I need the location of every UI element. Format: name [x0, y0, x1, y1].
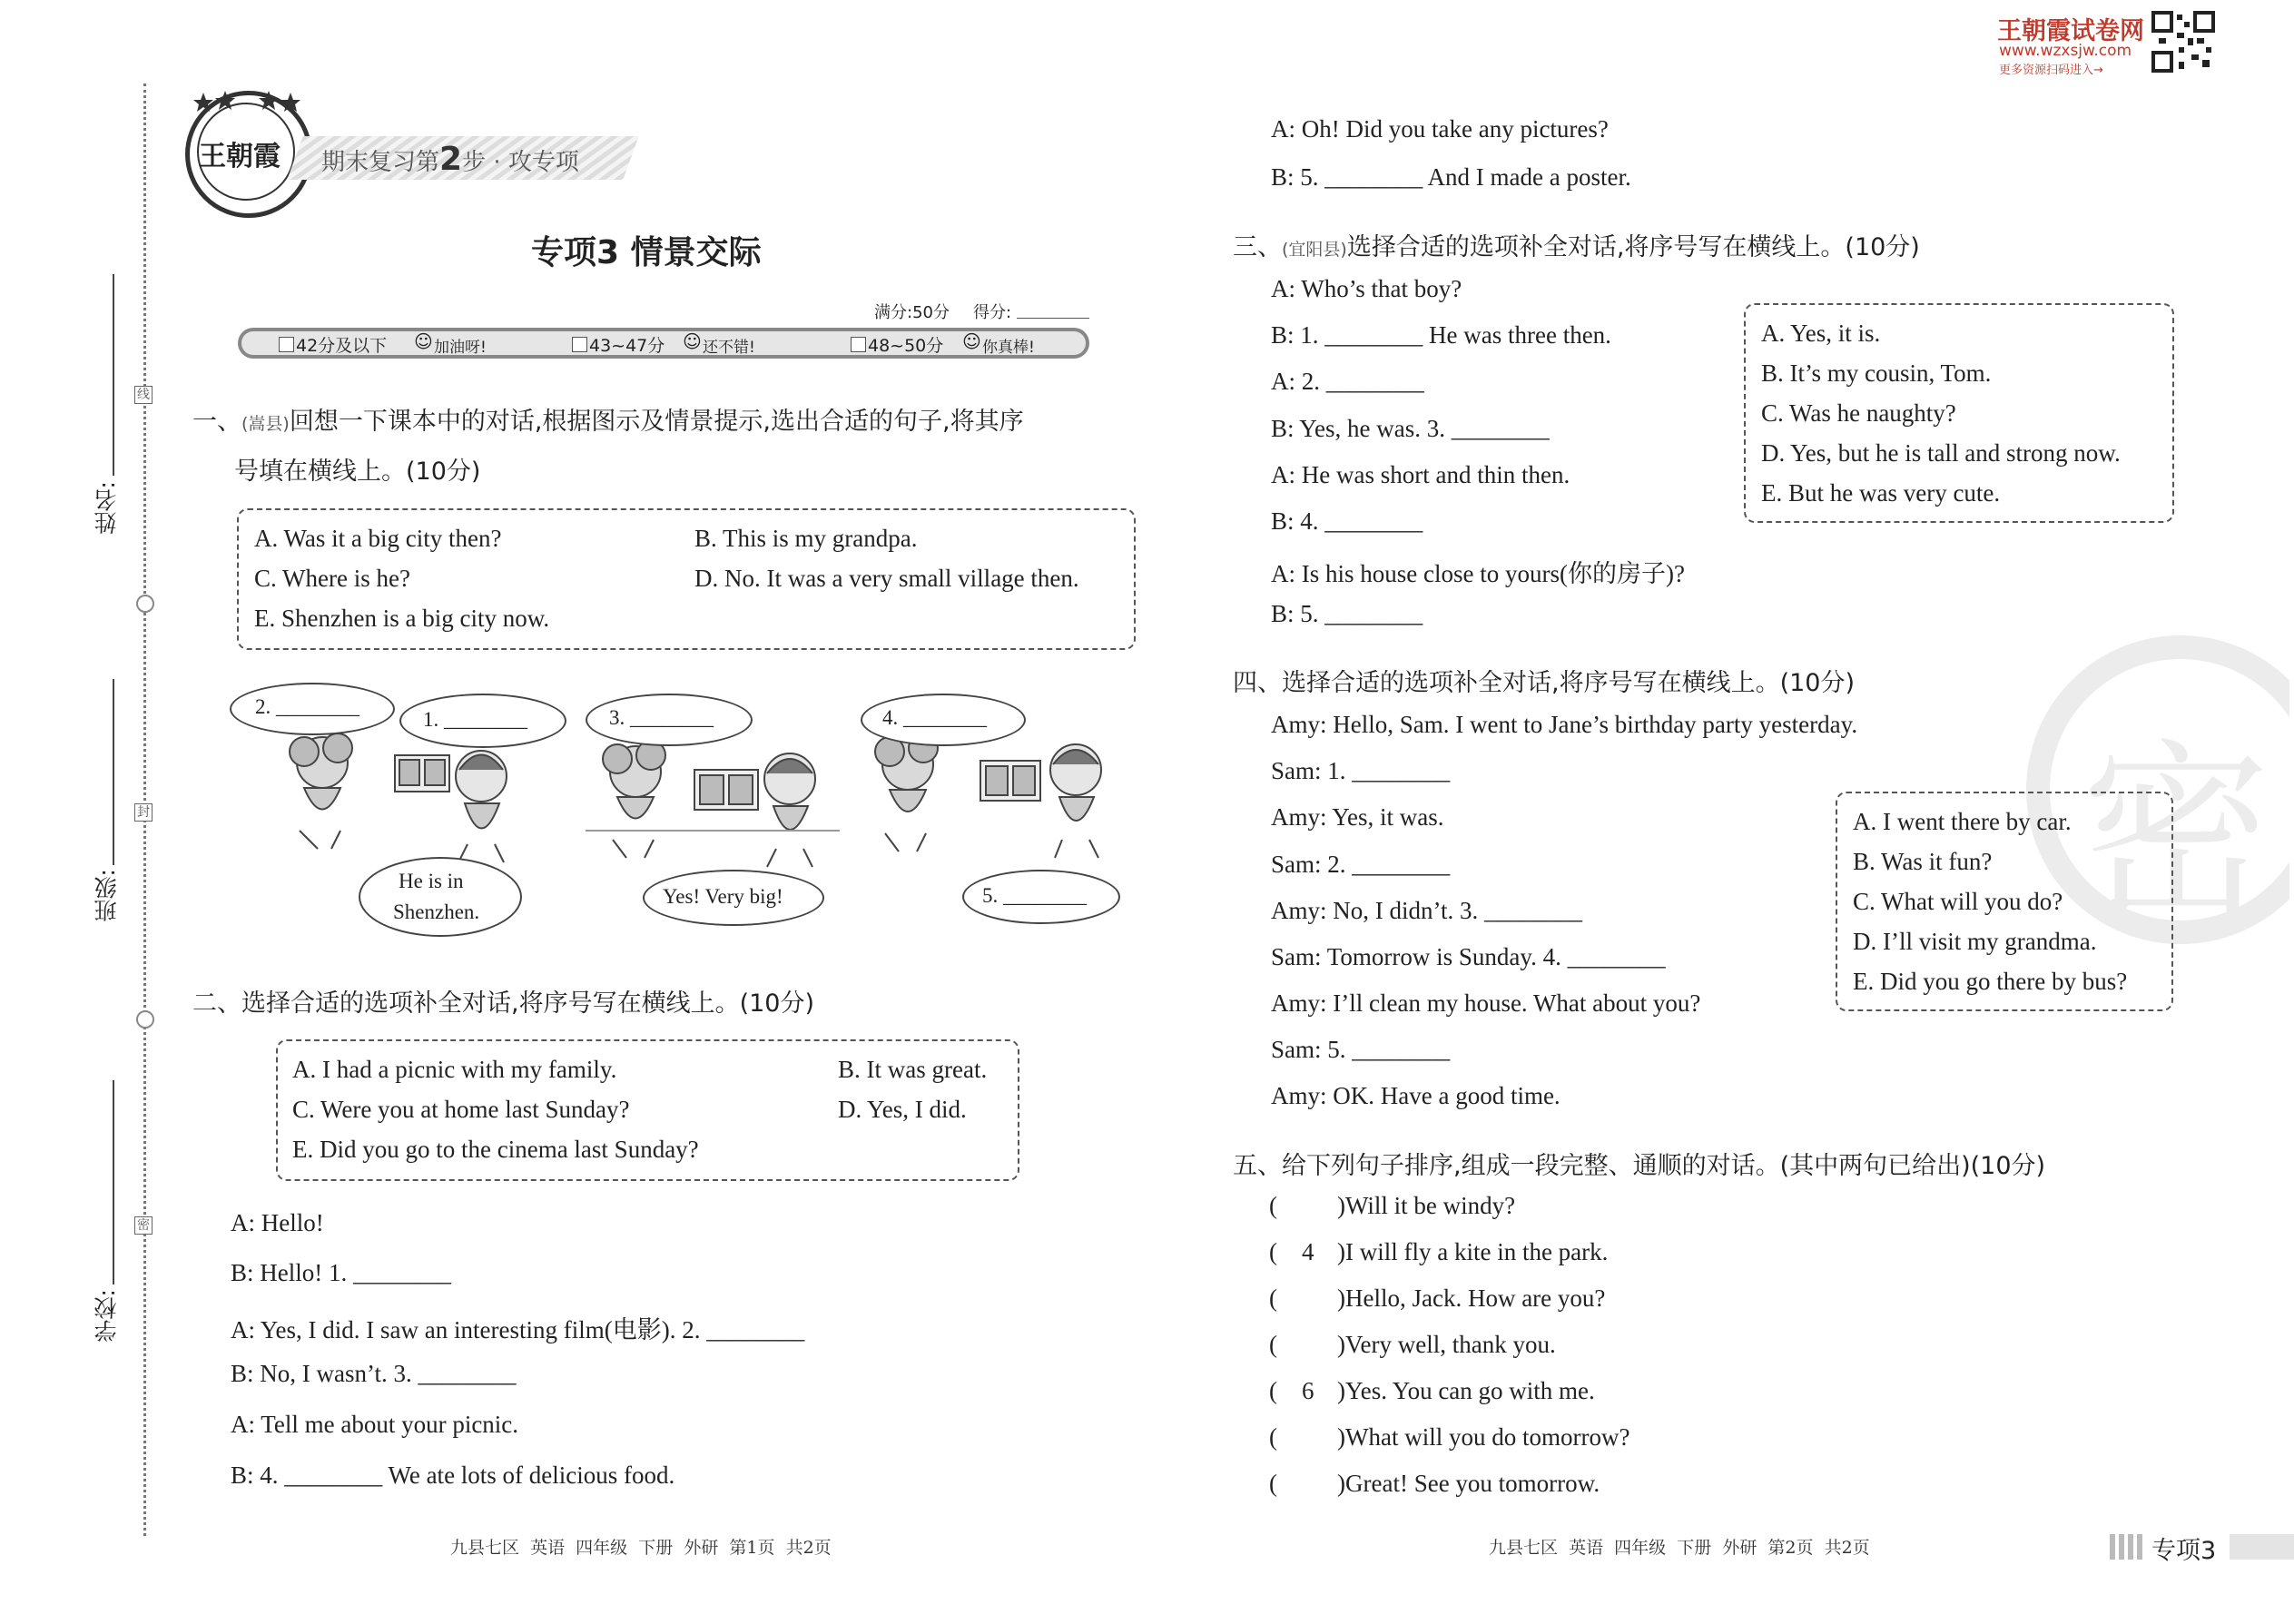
s1-option-a: A. Was it a big city then? [254, 525, 502, 552]
footer-left: 九县七区 英语 四年级 下册 外研 第1页 共2页 [450, 1538, 832, 1558]
s5-open-paren: ( [1269, 1238, 1277, 1265]
brand-name: 王朝霞 [199, 141, 281, 172]
face-icon: ☺ [962, 330, 981, 352]
s1-bubble-he-line2: Shenzhen. [393, 901, 480, 923]
binding-mark-xian: 线 [134, 386, 153, 404]
s1-title-line1 [192, 401, 1024, 437]
s1-tag: (嵩县) [241, 414, 290, 434]
s2-line-4[interactable]: B: No, I wasn’t. 3. ________ [231, 1360, 517, 1387]
binding-circle-1 [136, 595, 154, 613]
s5-open-paren: ( [1269, 1331, 1277, 1358]
s5-item-2 [1269, 1238, 1995, 1271]
scene-3 [875, 724, 1101, 858]
s5-sentence: )Yes. You can go with me. [1337, 1377, 1595, 1404]
star-icon [259, 91, 279, 110]
s3-option-b: B. It’s my cousin, Tom. [1761, 359, 1992, 387]
s1-bubble-5 [962, 870, 1120, 924]
s5-sentence: )I will fly a kite in the park. [1337, 1238, 1609, 1265]
s3-option-a: A. Yes, it is. [1761, 320, 1881, 347]
s2-line-6[interactable]: B: 4. ________ We ate lots of delicious food. [231, 1462, 675, 1489]
s3-title-text: 选择合适的选项补全对话,将序号写在横线上。(10分) [1346, 233, 1920, 261]
s4-line-6[interactable]: Sam: Tomorrow is Sunday. 4. ________ [1271, 943, 1666, 970]
s1-bubble-3-text[interactable]: 3. ________ [609, 706, 714, 729]
s1-bubble-yes [643, 870, 824, 926]
binding-mark-mi: 密 [134, 1216, 153, 1235]
s2-line-1: A: Hello! [231, 1209, 324, 1236]
binding-circle-2 [136, 1010, 154, 1029]
s4-option-a: A. I went there by car. [1853, 808, 2072, 835]
s4-line-3: Amy: Yes, it was. [1271, 803, 1444, 831]
s5-open-paren: ( [1269, 1284, 1277, 1312]
star-icons [192, 91, 301, 116]
banner-title [321, 141, 579, 178]
s5-sentence: )Very well, thank you. [1337, 1331, 1556, 1358]
scene-2 [586, 741, 840, 867]
s5-open-paren: ( [1269, 1377, 1277, 1404]
rating-checkbox-1[interactable] [279, 337, 294, 352]
s3-line-1: A: Who’s that boy? [1271, 275, 1462, 302]
s1-number: 一、 [192, 408, 241, 436]
s2-cont-line-2[interactable]: B: 5. ________ And I made a poster. [1271, 163, 1631, 191]
score-got-field[interactable] [1017, 318, 1089, 319]
class-field[interactable] [113, 679, 114, 865]
footer-tag-bar [2230, 1534, 2294, 1560]
s1-option-c: C. Where is he? [254, 565, 410, 592]
class-label: 班级: [94, 869, 120, 922]
s1-bubble-5-text[interactable]: 5. ________ [982, 884, 1087, 907]
s1-bubble-1 [399, 694, 566, 748]
s3-option-d: D. Yes, but he is tall and strong now. [1761, 439, 2121, 467]
s5-item-4 [1269, 1331, 1995, 1363]
footer-right: 九县七区 英语 四年级 下册 外研 第2页 共2页 [1489, 1538, 1870, 1558]
rating-comment-2: 还不错! [703, 339, 755, 357]
s2-option-b: B. It was great. [838, 1056, 988, 1083]
s5-order-number[interactable]: 4 [1302, 1238, 1314, 1265]
s2-option-a: A. I had a picnic with my family. [292, 1056, 617, 1083]
rating-comment-3: 你真棒! [982, 339, 1035, 357]
star-icon [193, 93, 213, 112]
page-title: 专项3 情景交际 [531, 234, 762, 271]
site-tip: 更多资源扫码进入→ [1999, 64, 2103, 77]
s5-item-1 [1269, 1192, 1995, 1225]
s5-title: 五、给下列句子排序,组成一段完整、通顺的对话。(其中两句已给出)(10分) [1233, 1152, 2046, 1180]
s1-bubble-4 [861, 694, 1026, 746]
seal-glyph: 密 [2081, 723, 2272, 945]
site-url: www.wzxsjw.com [1999, 42, 2132, 60]
s5-sentence: )Great! See you tomorrow. [1337, 1470, 1600, 1497]
s4-title: 四、选择合适的选项补全对话,将序号写在横线上。(10分) [1233, 669, 1856, 697]
face-icon: ☺ [683, 330, 702, 352]
s4-line-5[interactable]: Amy: No, I didn’t. 3. ________ [1271, 897, 1582, 924]
s1-bubble-2-text[interactable]: 2. ________ [255, 695, 359, 718]
s1-bubble-he-line1: He is in [399, 870, 464, 892]
s1-bubble-4-text[interactable]: 4. ________ [882, 706, 987, 729]
s1-bubble-1-text[interactable]: 1. ________ [423, 708, 527, 731]
s3-line-2[interactable]: B: 1. ________ He was three then. [1271, 321, 1611, 349]
score-full: 满分:50分 [874, 303, 950, 322]
s5-item-6 [1269, 1423, 1995, 1456]
star-icon [215, 91, 235, 110]
s3-option-e: E. But he was very cute. [1761, 479, 2001, 507]
s2-option-c: C. Were you at home last Sunday? [292, 1096, 630, 1123]
s3-line-6[interactable]: B: 4. ________ [1271, 507, 1423, 535]
rating-checkbox-2[interactable] [572, 337, 587, 352]
s5-open-paren: ( [1269, 1192, 1277, 1219]
s3-line-4[interactable]: B: Yes, he was. 3. ________ [1271, 415, 1550, 442]
s5-sentence: )What will you do tomorrow? [1337, 1423, 1630, 1451]
s3-line-3[interactable]: A: 2. ________ [1271, 368, 1424, 395]
s3-tag: (宜阳县) [1282, 240, 1347, 260]
rating-comment-1: 加油呀! [434, 339, 487, 357]
rating-checkbox-3[interactable] [851, 337, 866, 352]
s3-title [1233, 227, 1920, 262]
s4-line-1: Amy: Hello, Sam. I went to Jane’s birthday party yesterday. [1271, 711, 1858, 738]
s4-line-8[interactable]: Sam: 5. ________ [1271, 1036, 1451, 1063]
s4-option-c: C. What will you do? [1853, 888, 2063, 915]
s5-open-paren: ( [1269, 1423, 1277, 1451]
s4-option-d: D. I’ll visit my grandma. [1853, 928, 2097, 955]
s3-number: 三、 [1233, 233, 1282, 261]
s3-line-8[interactable]: B: 5. ________ [1271, 600, 1423, 627]
s2-option-e: E. Did you go to the cinema last Sunday? [292, 1136, 699, 1163]
school-field[interactable] [113, 1080, 114, 1284]
s1-bubble-2 [230, 683, 395, 735]
s3-line-5: A: He was short and thin then. [1271, 461, 1570, 488]
banner-title-pre: 期末复习第 [321, 149, 440, 176]
footer-tag-stripe [2110, 1534, 2146, 1560]
rating-range-1: 42分及以下 [296, 336, 388, 356]
banner-step-number: 2 [439, 141, 463, 178]
s2-line-5: A: Tell me about your picnic. [231, 1411, 519, 1438]
s1-title-text: 回想一下课本中的对话,根据图示及情景提示,选出合适的句子,将其序 [289, 408, 1024, 436]
s5-order-number[interactable]: 6 [1302, 1377, 1314, 1404]
star-icon [281, 93, 300, 112]
s1-bubble-yes-text: Yes! Very big! [663, 885, 783, 908]
rating-range-3: 48~50分 [868, 336, 944, 356]
s5-sentence: )Will it be windy? [1337, 1192, 1516, 1219]
s5-sentence: )Hello, Jack. How are you? [1337, 1284, 1606, 1312]
s1-option-b: B. This is my grandpa. [694, 525, 918, 552]
s1-option-d: D. No. It was a very small village then. [694, 565, 1079, 592]
s2-title: 二、选择合适的选项补全对话,将序号写在横线上。(10分) [192, 989, 815, 1018]
s5-open-paren: ( [1269, 1470, 1277, 1497]
rating-range-2: 43~47分 [589, 336, 665, 356]
s1-bubble-he-is-in [359, 857, 522, 937]
s2-cont-line-1: A: Oh! Did you take any pictures? [1271, 115, 1609, 143]
s4-option-e: E. Did you go there by bus? [1853, 968, 2128, 995]
s4-line-9: Amy: OK. Have a good time. [1271, 1082, 1561, 1109]
qr-code-icon [2151, 11, 2215, 73]
s4-line-2[interactable]: Sam: 1. ________ [1271, 757, 1451, 784]
s5-item-3 [1269, 1284, 1995, 1317]
banner-title-post: 步 · 攻专项 [462, 149, 579, 176]
s5-item-5 [1269, 1377, 1995, 1410]
school-label: 学校: [94, 1289, 120, 1343]
s4-line-4[interactable]: Sam: 2. ________ [1271, 851, 1451, 878]
s3-line-7: A: Is his house close to yours(你的房子)? [1271, 560, 1685, 587]
s1-option-e: E. Shenzhen is a big city now. [254, 605, 550, 632]
site-name: 王朝霞试卷网 [1997, 17, 2144, 45]
scene-1 [290, 733, 507, 862]
binding-mark-feng: 封 [134, 803, 153, 822]
s1-bubble-3 [586, 694, 753, 746]
s4-line-7: Amy: I’ll clean my house. What about you? [1271, 989, 1701, 1017]
s3-option-c: C. Was he naughty? [1761, 399, 1956, 427]
s2-line-3[interactable]: A: Yes, I did. I saw an interesting film(电影). 2. ________ [231, 1316, 805, 1343]
s4-option-b: B. Was it fun? [1853, 848, 1993, 875]
face-icon: ☺ [414, 330, 433, 352]
s2-line-2[interactable]: B: Hello! 1. ________ [231, 1259, 451, 1286]
s5-item-7 [1269, 1470, 1995, 1502]
s2-option-d: D. Yes, I did. [838, 1096, 967, 1123]
s1-title-line2: 号填在横线上。(10分) [234, 458, 481, 486]
footer-tag: 专项3 [2151, 1537, 2217, 1565]
name-label: 姓名: [94, 481, 120, 535]
score-got-label: 得分: [973, 303, 1012, 322]
name-field[interactable] [113, 274, 114, 476]
